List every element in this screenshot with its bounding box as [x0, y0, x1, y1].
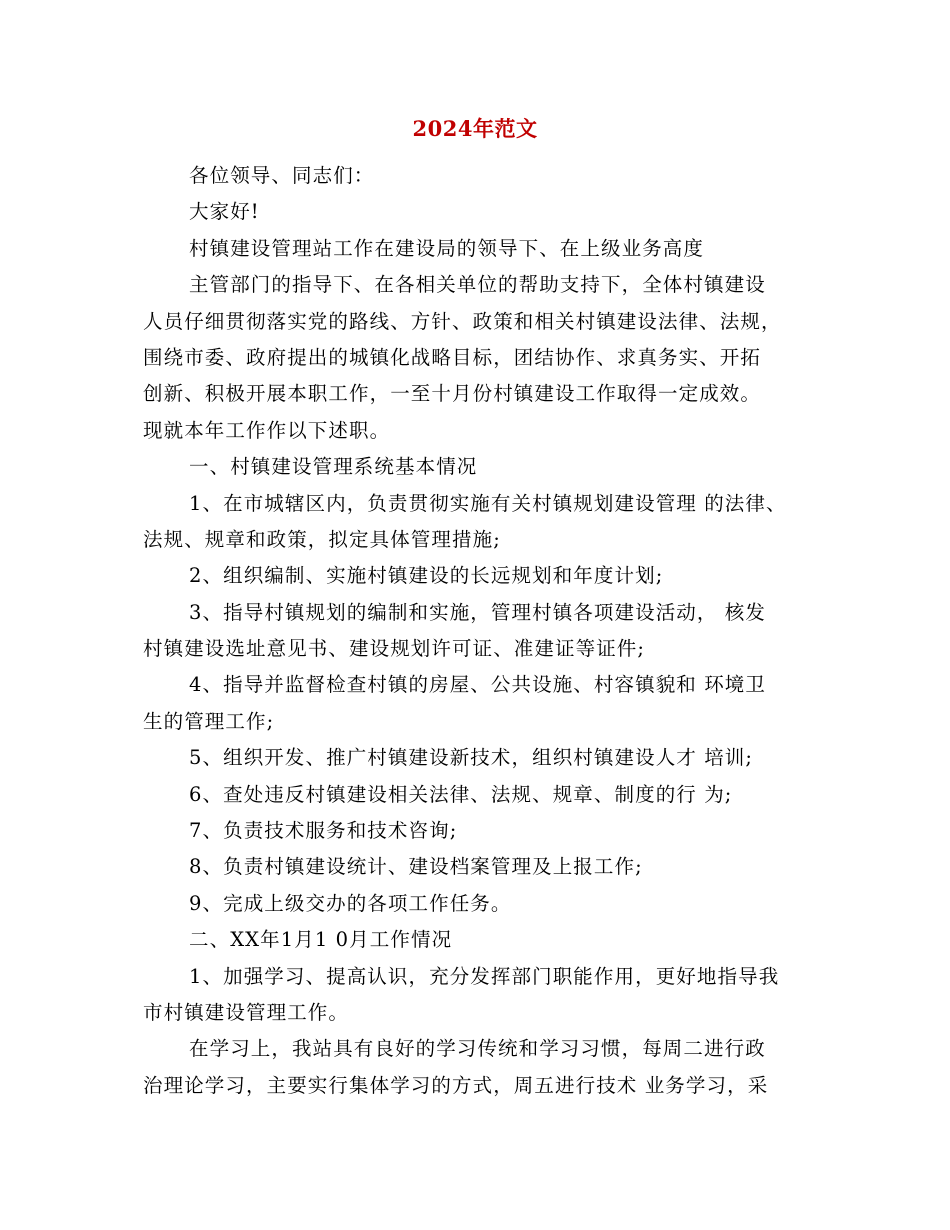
body-line: 现就本年工作作以下述职。 — [143, 418, 391, 442]
body-line: 9、完成上级交办的各项工作任务。 — [189, 891, 512, 915]
body-line: 6、查处违反村镇建设相关法律、法规、规章、制度的行 为; — [189, 782, 733, 806]
body-line: 在学习上，我站具有良好的学习传统和学习习惯，每周二进行政 — [189, 1037, 766, 1061]
body-line: 7、负责技术服务和技术咨询; — [189, 819, 458, 843]
body-line: 4、指导并监督检查村镇的房屋、公共设施、村容镇貌和 环境卫 — [189, 673, 767, 697]
body-line: 治理论学习，主要实行集体学习的方式，周五进行技术 业务学习，采 — [143, 1073, 769, 1097]
body-line: 3、指导村镇规划的编制和实施，管理村镇各项建设活动， 核发 — [189, 600, 767, 624]
body-line: 8、负责村镇建设统计、建设档案管理及上报工作; — [189, 855, 643, 879]
body-line: 二、XX年1月1 0月工作情况 — [189, 928, 453, 952]
body-line: 各位领导、同志们： — [189, 164, 375, 187]
body-line: 主管部门的指导下、在各相关单位的帮助支持下，全体村镇建设 — [189, 273, 766, 297]
body-line: 1、在市城辖区内，负责贯彻实施有关村镇规划建设管理 的法律、 — [189, 491, 787, 515]
body-line: 1、加强学习、提高认识，充分发挥部门职能作用，更好地指导我 — [189, 964, 780, 988]
body-line: 村镇建设管理站工作在建设局的领导下、在上级业务高度 — [189, 236, 705, 260]
body-line: 法规、规章和政策，拟定具体管理措施; — [143, 527, 501, 551]
document-body — [143, 158, 815, 1104]
body-line: 村镇建设选址意见书、建设规划许可证、准建证等证件; — [143, 637, 646, 661]
body-line: 2、组织编制、实施村镇建设的长远规划和年度计划; — [189, 564, 664, 588]
body-line: 一、村镇建设管理系统基本情况 — [189, 455, 478, 479]
body-line: 生的管理工作; — [143, 709, 275, 733]
body-line: 大家好! — [189, 200, 260, 224]
body-line: 5、组织开发、推广村镇建设新技术，组织村镇建设人才 培训; — [189, 746, 754, 770]
body-line: 围绕市委、政府提出的城镇化战略目标，团结协作、求真务实、开拓 — [143, 345, 762, 369]
body-line: 人员仔细贯彻落实党的路线、方针、政策和相关村镇建设法律、法规， — [143, 309, 782, 333]
body-line: 市村镇建设管理工作。 — [143, 1000, 350, 1024]
body-line: 创新、积极开展本职工作，一至十月份村镇建设工作取得一定成效。 — [143, 382, 762, 406]
document-title: 2024年范文 — [412, 116, 538, 141]
